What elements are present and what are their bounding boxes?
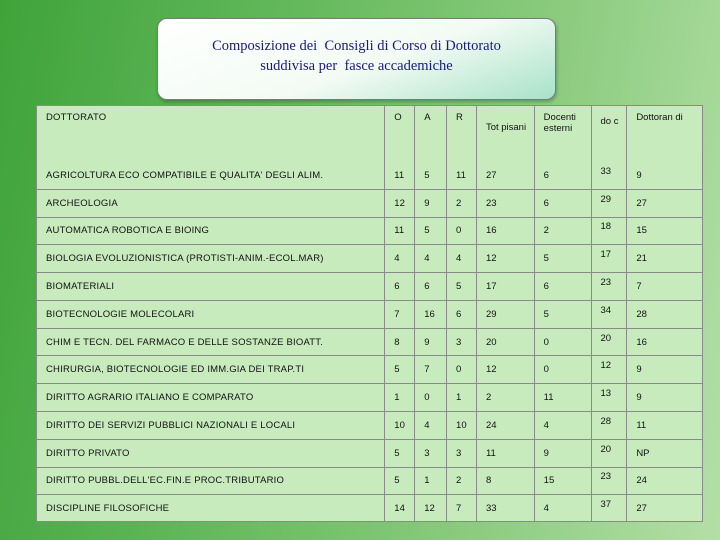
cell-text: AGRICOLTURA ECO COMPATIBILE E QUALITA' DEGLI ALIM. xyxy=(46,169,324,181)
table-header-row xyxy=(37,106,702,162)
cell-text: CHIM E TECN. DEL FARMACO E DELLE SOSTANZE BIOATT. xyxy=(46,336,324,348)
cell-text: 4 xyxy=(424,419,430,431)
cell-text: 16 xyxy=(424,308,435,320)
cell-text: 10 xyxy=(456,419,467,431)
cell-text: 2 xyxy=(485,392,492,404)
cell-r xyxy=(447,162,477,190)
cell-text: 4 xyxy=(424,253,430,265)
cell-text: DIRITTO DEI SERVIZI PUBBLICI NAZIONALI E LOCALI xyxy=(46,419,296,431)
cell-text: 11 xyxy=(636,419,647,431)
cell-dottorato xyxy=(37,162,385,190)
cell-a xyxy=(415,495,447,521)
cell-text: 5 xyxy=(394,447,400,459)
cell-docenti-esterni xyxy=(535,190,592,218)
cell-dottorandi xyxy=(627,468,702,496)
cell-doc xyxy=(592,384,628,412)
doctorate-table xyxy=(36,105,703,522)
title-box xyxy=(157,18,556,100)
cell-tot-pisani xyxy=(477,412,535,440)
cell-text: 17 xyxy=(485,281,497,293)
table-row xyxy=(37,384,702,412)
cell-text: 11 xyxy=(394,225,405,237)
cell-doc xyxy=(592,329,628,357)
cell-r xyxy=(447,412,477,440)
cell-text: 6 xyxy=(424,281,430,293)
table-row xyxy=(37,245,702,273)
cell-dottorato xyxy=(37,329,385,357)
cell-dottorato xyxy=(37,412,385,440)
cell-o xyxy=(385,329,415,357)
cell-dottorato xyxy=(37,273,385,301)
cell-text: 9 xyxy=(636,169,642,181)
header-r: R xyxy=(447,106,477,162)
cell-docenti-esterni xyxy=(535,273,592,301)
cell-text: BIOMATERIALI xyxy=(46,281,115,293)
cell-text: 0 xyxy=(543,364,549,376)
cell-docenti-esterni xyxy=(535,218,592,246)
cell-docenti-esterni xyxy=(535,384,592,412)
cell-doc xyxy=(592,273,628,301)
cell-a xyxy=(415,190,447,218)
cell-text: 8 xyxy=(485,475,492,487)
cell-o xyxy=(385,384,415,412)
table-row xyxy=(37,495,702,521)
cell-text: 14 xyxy=(394,502,405,514)
cell-a xyxy=(415,356,447,384)
cell-text: 20 xyxy=(600,332,612,344)
cell-text: 2 xyxy=(456,197,462,209)
cell-text: 29 xyxy=(600,193,612,205)
cell-text: 34 xyxy=(600,304,612,316)
cell-dottorandi xyxy=(627,245,702,273)
cell-r xyxy=(447,356,477,384)
cell-tot-pisani xyxy=(477,245,535,273)
cell-tot-pisani xyxy=(477,273,535,301)
cell-text: 27 xyxy=(485,169,497,181)
cell-text: 3 xyxy=(456,447,462,459)
cell-text: 20 xyxy=(485,336,497,348)
cell-text: 16 xyxy=(636,336,647,348)
cell-r xyxy=(447,218,477,246)
cell-tot-pisani xyxy=(477,190,535,218)
cell-a xyxy=(415,245,447,273)
cell-text: 0 xyxy=(424,392,430,404)
cell-text: 10 xyxy=(394,419,405,431)
cell-a xyxy=(415,384,447,412)
cell-docenti-esterni xyxy=(535,356,592,384)
cell-text: 5 xyxy=(424,225,430,237)
cell-r xyxy=(447,245,477,273)
cell-o xyxy=(385,218,415,246)
cell-doc xyxy=(592,301,628,329)
cell-text: DIRITTO PUBBL.DELL'EC.FIN.E PROC.TRIBUTARIO xyxy=(46,475,285,487)
cell-dottorandi xyxy=(627,356,702,384)
cell-docenti-esterni xyxy=(535,245,592,273)
cell-a xyxy=(415,329,447,357)
cell-dottorato xyxy=(37,218,385,246)
header-dottorandi: Dottoran di xyxy=(636,112,683,123)
cell-text: 0 xyxy=(456,225,462,237)
cell-a xyxy=(415,440,447,468)
header-docenti-esterni: Docenti esterni xyxy=(535,106,592,162)
cell-text: 33 xyxy=(485,502,497,514)
cell-r xyxy=(447,301,477,329)
cell-text: 12 xyxy=(424,502,435,514)
cell-r xyxy=(447,468,477,496)
cell-text: 3 xyxy=(424,447,430,459)
cell-dottorandi xyxy=(627,218,702,246)
cell-text: 12 xyxy=(394,197,405,209)
cell-dottorandi xyxy=(627,495,702,521)
cell-text: 16 xyxy=(485,225,497,237)
cell-o xyxy=(385,245,415,273)
cell-tot-pisani xyxy=(477,162,535,190)
cell-text: 6 xyxy=(543,169,549,181)
cell-text: 1 xyxy=(456,392,462,404)
cell-text: 12 xyxy=(485,253,497,265)
cell-tot-pisani xyxy=(477,301,535,329)
cell-text: 4 xyxy=(543,419,549,431)
header-a: A xyxy=(415,106,447,162)
cell-tot-pisani xyxy=(477,384,535,412)
cell-text: 5 xyxy=(394,364,400,376)
cell-doc xyxy=(592,356,628,384)
cell-text: 1 xyxy=(424,475,430,487)
cell-r xyxy=(447,384,477,412)
cell-text: 5 xyxy=(394,475,400,487)
cell-text: 29 xyxy=(485,308,497,320)
cell-r xyxy=(447,440,477,468)
cell-doc xyxy=(592,468,628,496)
cell-dottorandi xyxy=(627,440,702,468)
cell-o xyxy=(385,273,415,301)
table-row xyxy=(37,329,702,357)
cell-text: 15 xyxy=(543,475,555,487)
cell-text: 0 xyxy=(456,364,462,376)
cell-dottorandi xyxy=(627,329,702,357)
cell-text: 6 xyxy=(543,281,549,293)
cell-dottorandi xyxy=(627,162,702,190)
cell-dottorato xyxy=(37,301,385,329)
cell-text: 2 xyxy=(543,225,549,237)
cell-doc xyxy=(592,245,628,273)
cell-text: 3 xyxy=(456,336,462,348)
table-row xyxy=(37,356,702,384)
cell-text: 4 xyxy=(394,253,400,265)
cell-text: 11 xyxy=(456,169,466,181)
cell-text: 21 xyxy=(636,253,647,265)
cell-o xyxy=(385,495,415,521)
cell-r xyxy=(447,495,477,521)
cell-o xyxy=(385,301,415,329)
cell-text: 7 xyxy=(394,308,400,320)
cell-doc xyxy=(592,412,628,440)
table-row xyxy=(37,412,702,440)
cell-o xyxy=(385,190,415,218)
cell-text: 28 xyxy=(636,308,647,320)
cell-text: 6 xyxy=(394,281,400,293)
cell-text: CHIRURGIA, BIOTECNOLOGIE ED IMM.GIA DEI TRAP.TI xyxy=(46,364,305,376)
cell-text: 33 xyxy=(600,165,612,177)
cell-tot-pisani xyxy=(477,440,535,468)
cell-text: 23 xyxy=(485,197,497,209)
cell-text: 24 xyxy=(485,419,497,431)
cell-text: 23 xyxy=(600,471,612,483)
cell-tot-pisani xyxy=(477,218,535,246)
cell-text: 5 xyxy=(424,169,430,181)
header-doc: do c xyxy=(592,106,628,162)
cell-text: 12 xyxy=(600,360,612,372)
cell-text: 9 xyxy=(543,447,549,459)
cell-text: 37 xyxy=(600,498,612,510)
cell-a xyxy=(415,468,447,496)
cell-text: DISCIPLINE FILOSOFICHE xyxy=(46,502,170,514)
cell-text: 7 xyxy=(456,502,462,514)
cell-text: 27 xyxy=(636,502,647,514)
header-o: O xyxy=(385,106,415,162)
cell-text: 9 xyxy=(636,392,642,404)
cell-r xyxy=(447,273,477,301)
cell-text: 11 xyxy=(394,169,405,181)
cell-text: 1 xyxy=(394,392,400,404)
cell-tot-pisani xyxy=(477,356,535,384)
cell-doc xyxy=(592,440,628,468)
cell-doc xyxy=(592,190,628,218)
cell-text: 28 xyxy=(600,415,612,427)
cell-dottorandi xyxy=(627,412,702,440)
cell-dottorato xyxy=(37,384,385,412)
cell-text: 24 xyxy=(636,475,647,487)
cell-text: 17 xyxy=(600,249,612,261)
table-row xyxy=(37,190,702,218)
cell-o xyxy=(385,356,415,384)
cell-text: AUTOMATICA ROBOTICA E BIOING xyxy=(46,225,210,237)
cell-text: DIRITTO AGRARIO ITALIANO E COMPARATO xyxy=(46,392,254,404)
cell-text: 27 xyxy=(636,197,647,209)
cell-text: 11 xyxy=(485,447,496,459)
table-row xyxy=(37,273,702,301)
cell-text: 8 xyxy=(394,336,400,348)
cell-a xyxy=(415,301,447,329)
cell-text: 4 xyxy=(456,253,462,265)
cell-text: 7 xyxy=(636,281,642,293)
title-line-2: suddivisa per fasce accademiche xyxy=(260,58,453,74)
cell-a xyxy=(415,273,447,301)
cell-docenti-esterni xyxy=(535,495,592,521)
table-row xyxy=(37,440,702,468)
cell-text: 5 xyxy=(456,281,462,293)
cell-a xyxy=(415,218,447,246)
cell-dottorato xyxy=(37,245,385,273)
cell-tot-pisani xyxy=(477,495,535,521)
cell-text: 13 xyxy=(600,388,612,400)
cell-doc xyxy=(592,218,628,246)
cell-text: 11 xyxy=(543,392,554,404)
cell-o xyxy=(385,468,415,496)
cell-dottorandi xyxy=(627,273,702,301)
cell-dottorandi xyxy=(627,384,702,412)
cell-text: 9 xyxy=(424,336,430,348)
cell-text: 20 xyxy=(600,443,612,455)
cell-text: BIOLOGIA EVOLUZIONISTICA (PROTISTI-ANIM.-ECOL.MAR) xyxy=(46,253,324,265)
cell-tot-pisani xyxy=(477,329,535,357)
cell-text: 18 xyxy=(600,221,612,233)
cell-docenti-esterni xyxy=(535,301,592,329)
cell-r xyxy=(447,190,477,218)
cell-dottorato xyxy=(37,495,385,521)
cell-docenti-esterni xyxy=(535,468,592,496)
cell-docenti-esterni xyxy=(535,412,592,440)
cell-docenti-esterni xyxy=(535,329,592,357)
cell-text: 7 xyxy=(424,364,430,376)
table-row xyxy=(37,218,702,246)
cell-r xyxy=(447,329,477,357)
cell-dottorato xyxy=(37,468,385,496)
cell-text: 9 xyxy=(424,197,430,209)
cell-text: BIOTECNOLOGIE MOLECOLARI xyxy=(46,308,195,320)
cell-dottorato xyxy=(37,440,385,468)
cell-text: 9 xyxy=(636,364,642,376)
cell-docenti-esterni xyxy=(535,162,592,190)
cell-text: 0 xyxy=(543,336,549,348)
cell-dottorato xyxy=(37,190,385,218)
title-line-1: Composizione dei Consigli di Corso di Dottorato xyxy=(212,38,501,54)
cell-text: 6 xyxy=(543,197,549,209)
cell-text: 23 xyxy=(600,277,612,289)
table-row xyxy=(37,301,702,329)
cell-text: 15 xyxy=(636,225,647,237)
cell-text: NP xyxy=(636,447,650,459)
cell-text: 12 xyxy=(485,364,497,376)
cell-text: ARCHEOLOGIA xyxy=(46,197,118,209)
table-row xyxy=(37,162,702,190)
header-dottorato: DOTTORATO xyxy=(37,106,385,162)
cell-text: 5 xyxy=(543,253,549,265)
cell-a xyxy=(415,412,447,440)
cell-docenti-esterni xyxy=(535,440,592,468)
cell-a xyxy=(415,162,447,190)
cell-dottorato xyxy=(37,356,385,384)
cell-o xyxy=(385,412,415,440)
cell-doc xyxy=(592,162,628,190)
cell-o xyxy=(385,440,415,468)
cell-text: DIRITTO PRIVATO xyxy=(46,447,130,459)
cell-o xyxy=(385,162,415,190)
table-row xyxy=(37,468,702,496)
cell-doc xyxy=(592,495,628,521)
cell-text: 2 xyxy=(456,475,462,487)
cell-dottorandi xyxy=(627,190,702,218)
cell-dottorandi xyxy=(627,301,702,329)
cell-text: 6 xyxy=(456,308,462,320)
header-tot-pisani: Tot pisani xyxy=(477,106,535,162)
cell-tot-pisani xyxy=(477,468,535,496)
cell-text: 4 xyxy=(543,502,549,514)
cell-text: 5 xyxy=(543,308,549,320)
